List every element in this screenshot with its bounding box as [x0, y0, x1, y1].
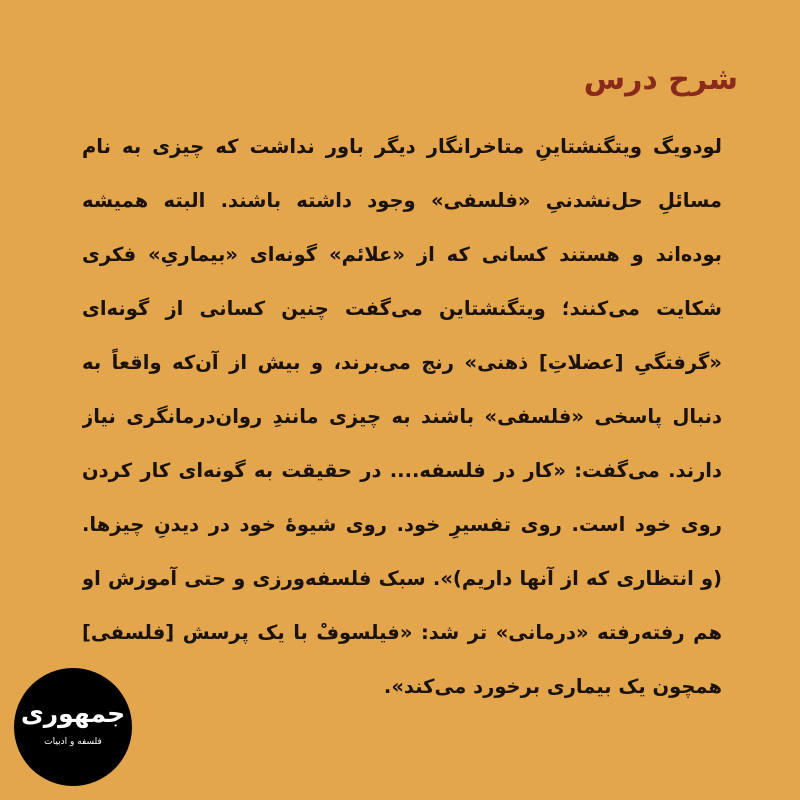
logo-subtitle: فلسفه و ادبیات: [44, 737, 102, 747]
text-line: دارند. می‌گفت: «کار در فلسفه.... در حقیقت به گونه‌ای کار کردن: [82, 459, 722, 482]
text-line: همچون یک بیماری برخورد می‌کند».: [383, 675, 722, 698]
body-text: [82, 124, 722, 718]
text-line: (و انتظاری که از آنها داریم)». سبک فلسفه‌ورزی و حتی آموزش او: [82, 567, 722, 590]
page-title: شرح درس: [583, 62, 738, 97]
text-line: مسائلِ حل‌نشدنیِ «فلسفی» وجود داشته باشند. البته همیشه: [82, 189, 722, 212]
text-line: «گرفتگیِ [عضلاتِ] ذهنی» رنج می‌برند، و بیش از آن‌که واقعاً به: [82, 351, 722, 374]
logo-name: جمهوری: [20, 699, 126, 728]
text-line: هم رفته‌رفته «درمانی» تر شد: «فیلسوفْ با یک پرسش [فلسفی]: [82, 621, 722, 644]
text-line: روی خود است. روی تفسیرِ خود. روی شیوهٔ خود در دیدنِ چیزها.: [82, 513, 722, 536]
brand-logo: [14, 668, 132, 786]
text-line: بوده‌اند و هستند کسانی که از «علائم» گونه‌ای «بیماریِ» فکری: [82, 243, 722, 266]
text-line: لودویگ ویتگنشتاینِ متاخرانگار دیگر باور نداشت که چیزی به نام: [82, 135, 722, 158]
text-line: شکایت می‌کنند؛ ویتگنشتاین می‌گفت چنین کسانی از گونه‌ای: [82, 297, 722, 320]
text-line: دنبال پاسخی «فلسفی» باشند به چیزی مانندِ روان‌درمانگری نیاز: [82, 405, 722, 428]
